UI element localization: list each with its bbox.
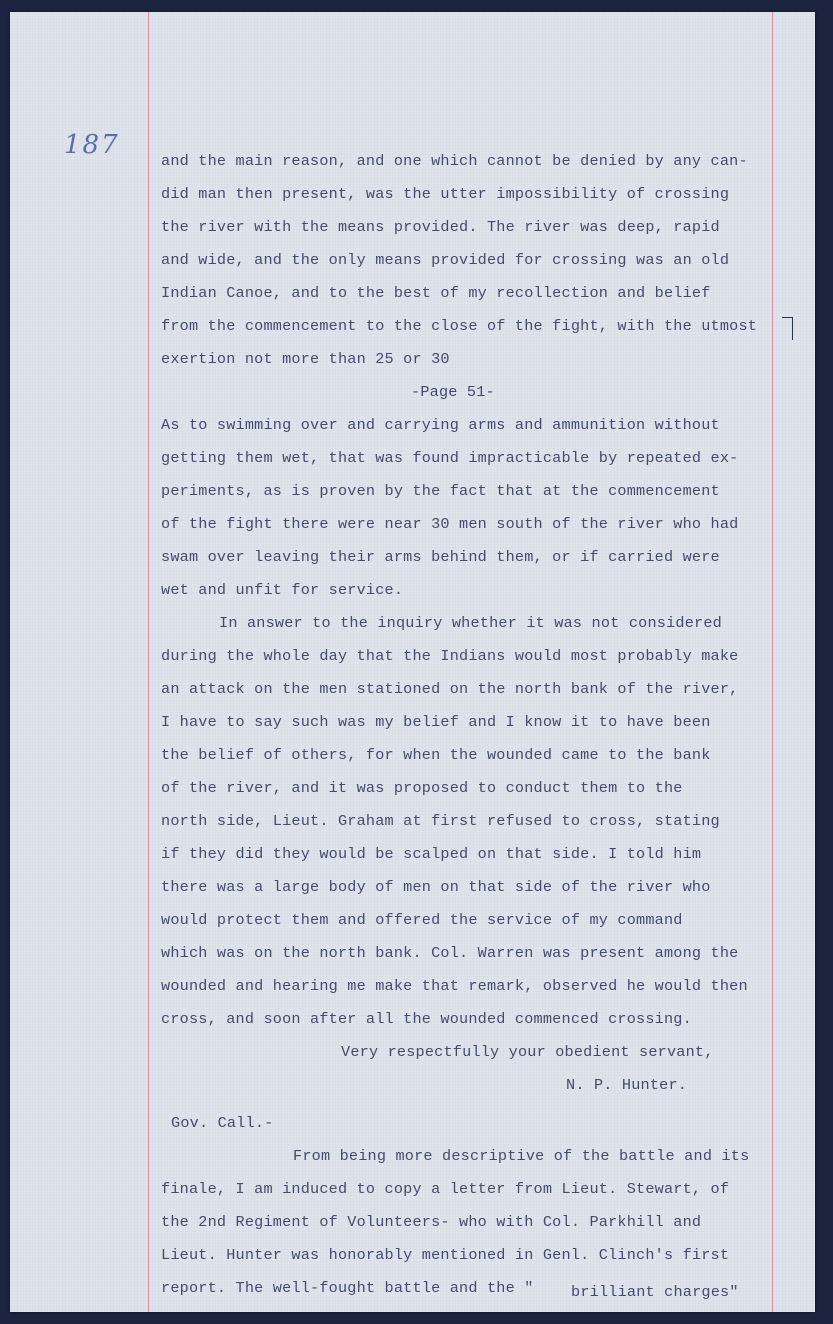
text-line: and the main reason, and one which cannot be denied by any can- [161, 152, 748, 170]
addressee: Gov. Call.- [171, 1114, 274, 1132]
text-line: In answer to the inquiry whether it was not considered [219, 614, 722, 632]
pencil-mark [782, 317, 793, 340]
text-line: of the fight there were near 30 men south of the river who had [161, 515, 739, 533]
text-line: of the river, and it was proposed to conduct them to the [161, 779, 683, 797]
text-line: finale, I am induced to copy a letter from Lieut. Stewart, of [161, 1180, 730, 1198]
text-line: the 2nd Regiment of Volunteers- who with Col. Parkhill and [161, 1213, 702, 1231]
text-line: getting them wet, that was found impracticable by repeated ex- [161, 449, 739, 467]
text-line: there was a large body of men on that side of the river who [161, 878, 711, 896]
text-line: which was on the north bank. Col. Warren was present among the [161, 944, 739, 962]
typed-page [10, 12, 815, 1312]
text-line: wounded and hearing me make that remark, observed he would then [161, 977, 748, 995]
signature-name: N. P. Hunter. [566, 1076, 688, 1094]
text-line: From being more descriptive of the battle and its [293, 1147, 750, 1165]
text-line: would protect them and offered the service of my command [161, 911, 683, 929]
text-line: wet and unfit for service. [161, 581, 404, 599]
folio-number: 187 [64, 130, 120, 160]
text-line: I have to say such was my belief and I know it to have been [161, 713, 711, 731]
text-line: report. The well-fought battle and the " [161, 1279, 534, 1297]
text-line: As to swimming over and carrying arms and ammunition without [161, 416, 720, 434]
text-line: exertion not more than 25 or 30 [161, 350, 450, 368]
text-line: the belief of others, for when the wounded came to the bank [161, 746, 711, 764]
text-line: north side, Lieut. Graham at first refused to cross, stating [161, 812, 720, 830]
right-margin-rule [772, 12, 773, 1312]
text-line: swam over leaving their arms behind them, or if carried were [161, 548, 720, 566]
text-line: the river with the means provided. The river was deep, rapid [161, 218, 720, 236]
text-line: cross, and soon after all the wounded commenced crossing. [161, 1010, 692, 1028]
text-line: did man then present, was the utter impossibility of crossing [161, 185, 730, 203]
text-line: Lieut. Hunter was honorably mentioned in Genl. Clinch's first [161, 1246, 730, 1264]
page-number-marker: -Page 51- [411, 383, 495, 401]
text-line: from the commencement to the close of the fight, with the utmost [161, 317, 758, 335]
text-line: and wide, and the only means provided for crossing was an old [161, 251, 730, 269]
text-line: if they did they would be scalped on that side. I told him [161, 845, 702, 863]
text-line: during the whole day that the Indians would most probably make [161, 647, 739, 665]
text-line-raised: brilliant charges" [571, 1283, 739, 1301]
text-line: Indian Canoe, and to the best of my recollection and belief [161, 284, 711, 302]
text-line: an attack on the men stationed on the north bank of the river, [161, 680, 739, 698]
text-line: periments, as is proven by the fact that at the commencement [161, 482, 720, 500]
left-margin-rule [148, 12, 149, 1312]
closing-salutation: Very respectfully your obedient servant, [341, 1043, 714, 1061]
